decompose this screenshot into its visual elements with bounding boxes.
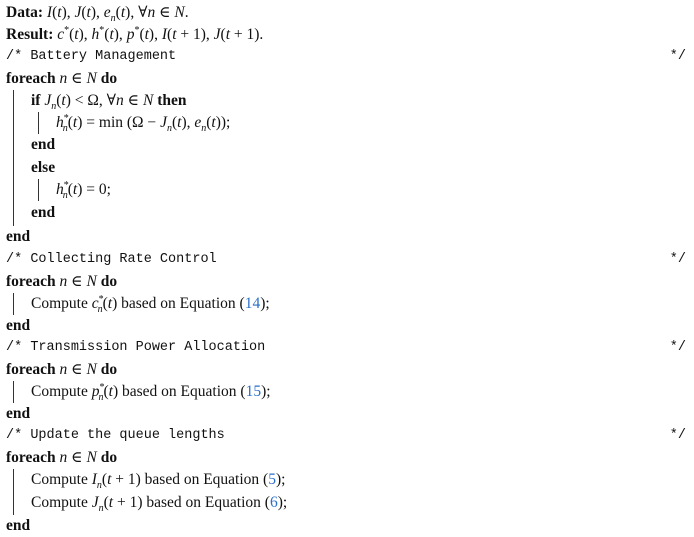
block-bar-if	[38, 112, 39, 134]
comment-text: Transmission Power Allocation	[30, 340, 266, 355]
if-condition: if $J_n(t) < \Omega$, ∀n ∈ N then	[31, 92, 187, 113]
else-keyword: else	[31, 159, 56, 176]
comment-text: Battery Management	[30, 49, 177, 64]
equation-ref-6[interactable]: 6	[269, 494, 278, 511]
h-min-assignment: $h^*_n(t) = \min (\Omega - J_n(t)$, $e_n(t)$);	[56, 112, 231, 135]
end-foreach-collecting: end	[6, 317, 31, 334]
data-line: Data: I(t), J(t), $e_n(t)$, ∀n ∈ N.	[6, 4, 189, 25]
foreach-update: foreach n ∈ N do	[6, 449, 118, 466]
comment-transmission-power: /* Transmission Power Allocation */	[6, 340, 686, 355]
block-bar-else	[38, 179, 39, 201]
h-zero-assignment: $h^*_n(t) = 0$;	[56, 179, 111, 202]
comment-text: Collecting Rate Control	[30, 252, 217, 267]
comment-collecting-rate: /* Collecting Rate Control */	[6, 252, 686, 267]
equation-ref-14[interactable]: 14	[244, 295, 261, 312]
block-bar-transmission	[13, 381, 14, 403]
block-bar-update	[13, 469, 14, 515]
compute-c-line: Compute $c^*_n(t)$ based on Equation (14);	[31, 293, 270, 316]
block-bar-battery	[13, 90, 14, 226]
compute-p-line: Compute $p^*_n(t)$ based on Equation (15);	[31, 381, 271, 404]
comment-text: Update the queue lengths	[30, 428, 225, 443]
foreach-battery: foreach n ∈ N do	[6, 70, 118, 87]
data-label: Data:	[6, 4, 44, 21]
compute-j-line: Compute $J_n(t + 1)$ based on Equation (6);	[31, 494, 288, 515]
end-foreach-transmission: end	[6, 405, 31, 422]
data-expression: I	[46, 4, 53, 21]
end-foreach-battery: end	[6, 228, 31, 245]
equation-ref-5[interactable]: 5	[268, 471, 276, 488]
comment-battery-management: /* Battery Management */	[6, 49, 686, 64]
result-line	[6, 24, 694, 46]
equation-ref-15[interactable]: 15	[245, 383, 262, 400]
comment-update-queue: /* Update the queue lengths */	[6, 428, 686, 443]
result-label: Result:	[6, 26, 54, 43]
compute-i-line: Compute $I_n(t + 1)$ based on Equation (5);	[31, 471, 286, 492]
foreach-collecting: foreach n ∈ N do	[6, 273, 118, 290]
end-if: end	[31, 136, 56, 153]
foreach-transmission: foreach n ∈ N do	[6, 361, 118, 378]
end-foreach-update: end	[6, 517, 31, 534]
result-expression: c*(t), h*(t), p*(t), I(t + 1), J(t + 1).	[57, 24, 264, 43]
end-else: end	[31, 204, 56, 221]
block-bar-collecting	[13, 293, 14, 315]
